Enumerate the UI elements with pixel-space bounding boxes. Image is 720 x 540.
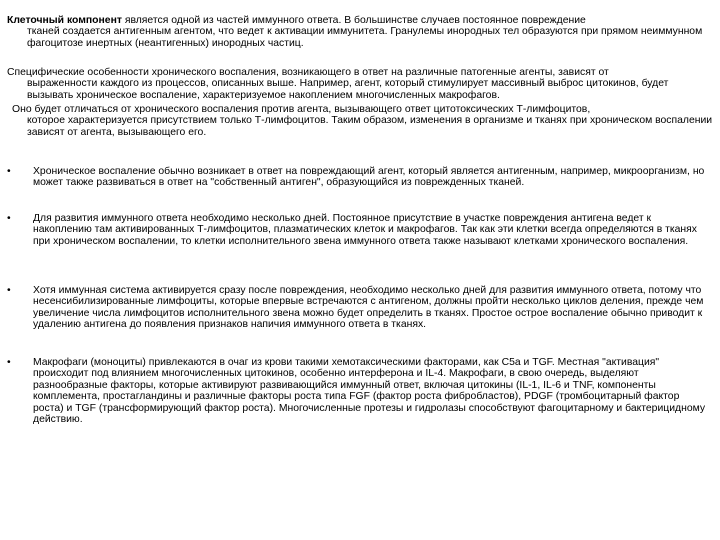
bullet-item (7, 213, 711, 247)
bullet-text: Для развития иммунного ответа необходимо несколько дней. Постоянное присутствие в участке повреждения антигена ведет к накоплению там активированных Т-лимфоцитов, плазматических клеток и макрофагов. Так как эти клетки всегда определяются в тканях при хроническом воспалении, то клетки исполнительного звена иммунного ответа также называют клетками хронического воспаления. (33, 213, 697, 247)
paragraph-continuation: которое характеризуется присутствием только Т-лимфоцитов. Таким образом, изменения в организме и тканях при хроническом воспалении зависят от агента, вызывающего его. (27, 115, 713, 138)
paragraph-continuation: выраженности каждого из процессов, описанных выше. Например, агент, который стимулирует массивный выброс цитокинов, будет вызывать хроническое воспаление, характеризуемое накоплением многочисленных макрофагов. (27, 78, 669, 101)
bullet-text: Хотя иммунная система активируется сразу после повреждения, необходимо несколько дней для развития иммунного ответа, потому что несенсибилизированные лимфоциты, которые впервые встречаются с антигеном, должны пройти несколько циклов деления, прежде чем увеличение числа лимфоцитов исполнительного звена можно будет определить в тканях. Простое острое воспаление обычно приводит к удалению антигена до появления признаков напичия иммунного ответа в тканях. (33, 285, 704, 331)
bullet-marker: • (7, 285, 11, 296)
bold-lead-term: Клеточный компонент (7, 15, 122, 26)
bullet-marker: • (7, 213, 11, 224)
bullet-item (7, 357, 711, 425)
bullet-text: Макрофаги (моноциты) привлекаются в очаг из крови такими хемотаксическими факторами, как С5а и TGF. Местная "активация" происходит под влиянием многочисленных цитокинов, особенно интерферона и IL-4. Макрофаги, в свою очередь, выделяют разнообразные факторы, которые активируют развивающийся иммунный ответ, включая цитокины (IL-1, IL-6 и TNF, компоненты комплемента, простагландины и различные факторы роста типа FGF (фактор роста фибробластов), PDGF (тромбоцитарный фактор роста) и TGF (трансформирующий фактор роста). Многочисленные протезы и гидролазы способствуют фагоцитарному и бактерицидному действию. (33, 357, 706, 426)
bullet-marker: • (7, 166, 11, 177)
paragraph-cellular-component (7, 15, 711, 49)
paragraph-specific-features (7, 67, 711, 101)
bullet-text: Хроническое воспаление обычно возникает в ответ на повреждающий агент, который является антигенным, например, микроорганизм, но может также развиваться в ответ на "собственный антиген", образующийся из поврежденных тканей. (33, 166, 705, 189)
bullet-item (7, 285, 711, 331)
bullet-marker: • (7, 357, 11, 368)
paragraph-lead-text: является одной из частей иммунного ответа. В большинстве случаев постоянное повреждение (121, 15, 586, 26)
paragraph-continuation: тканей создается антигенным агентом, что ведет к активации иммунитета. Гранулемы инородных тел образуются при прямом неиммунном фагоцитозе инертных (неантигенных) инородных частиц. (27, 26, 703, 49)
paragraph-first-line: Оно будет отличаться от хронического воспаления против агента, вызывающего ответ цитотоксических Т-лимфоцитов, (12, 104, 591, 115)
paragraph-differs (12, 104, 716, 138)
paragraph-first-line: Специфические особенности хронического воспаления, возникающего в ответ на различные патогенные агенты, зависят от (7, 67, 609, 78)
paragraph-first-line (7, 15, 711, 26)
bullet-item (7, 166, 711, 189)
